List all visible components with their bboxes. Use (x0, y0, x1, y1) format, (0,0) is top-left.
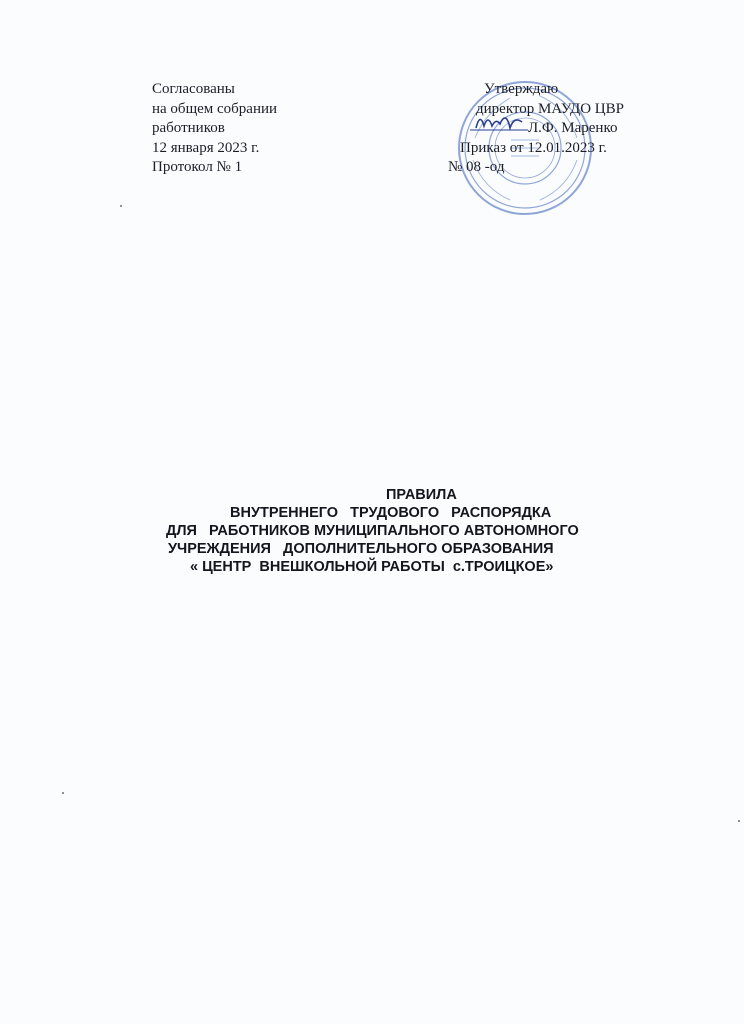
title-line-2: ВНУТРЕННЕГО ТРУДОВОГО РАСПОРЯДКА (230, 505, 552, 521)
agreed-protocol: Протокол № 1 (152, 159, 243, 175)
title-rules: ПРАВИЛА (386, 487, 457, 503)
agreed-date: 12 января 2023 г. (152, 139, 260, 156)
director-name: Л.Ф. Маренко (528, 120, 618, 136)
scan-speck (738, 820, 740, 822)
title-line-5: « ЦЕНТР ВНЕШКОЛЬНОЙ РАБОТЫ с.ТРОИЦКОЕ» (190, 559, 554, 575)
agreed-meeting: на общем собрании (152, 100, 278, 117)
title-line-4: УЧРЕЖДЕНИЯ ДОПОЛНИТЕЛЬНОГО ОБРАЗОВАНИЯ (168, 541, 554, 557)
scan-speck (62, 792, 64, 794)
approved-order: Приказ от 12.01.2023 г. (460, 139, 607, 156)
scan-speck (120, 205, 122, 207)
agreed-block (152, 80, 277, 178)
approved-signature-row (460, 119, 624, 139)
document-title (150, 486, 710, 576)
approved-position: директор МАУДО ЦВР (476, 100, 624, 117)
agreed-label: Согласованы (152, 81, 235, 97)
approved-label: Утверждаю (484, 81, 559, 97)
agreed-workers: работников (152, 120, 225, 136)
title-line-3: ДЛЯ РАБОТНИКОВ МУНИЦИПАЛЬНОГО АВТОНОМНОГО (166, 523, 579, 539)
approved-order-number: № 08 -од (448, 159, 505, 175)
approved-block (448, 80, 624, 178)
